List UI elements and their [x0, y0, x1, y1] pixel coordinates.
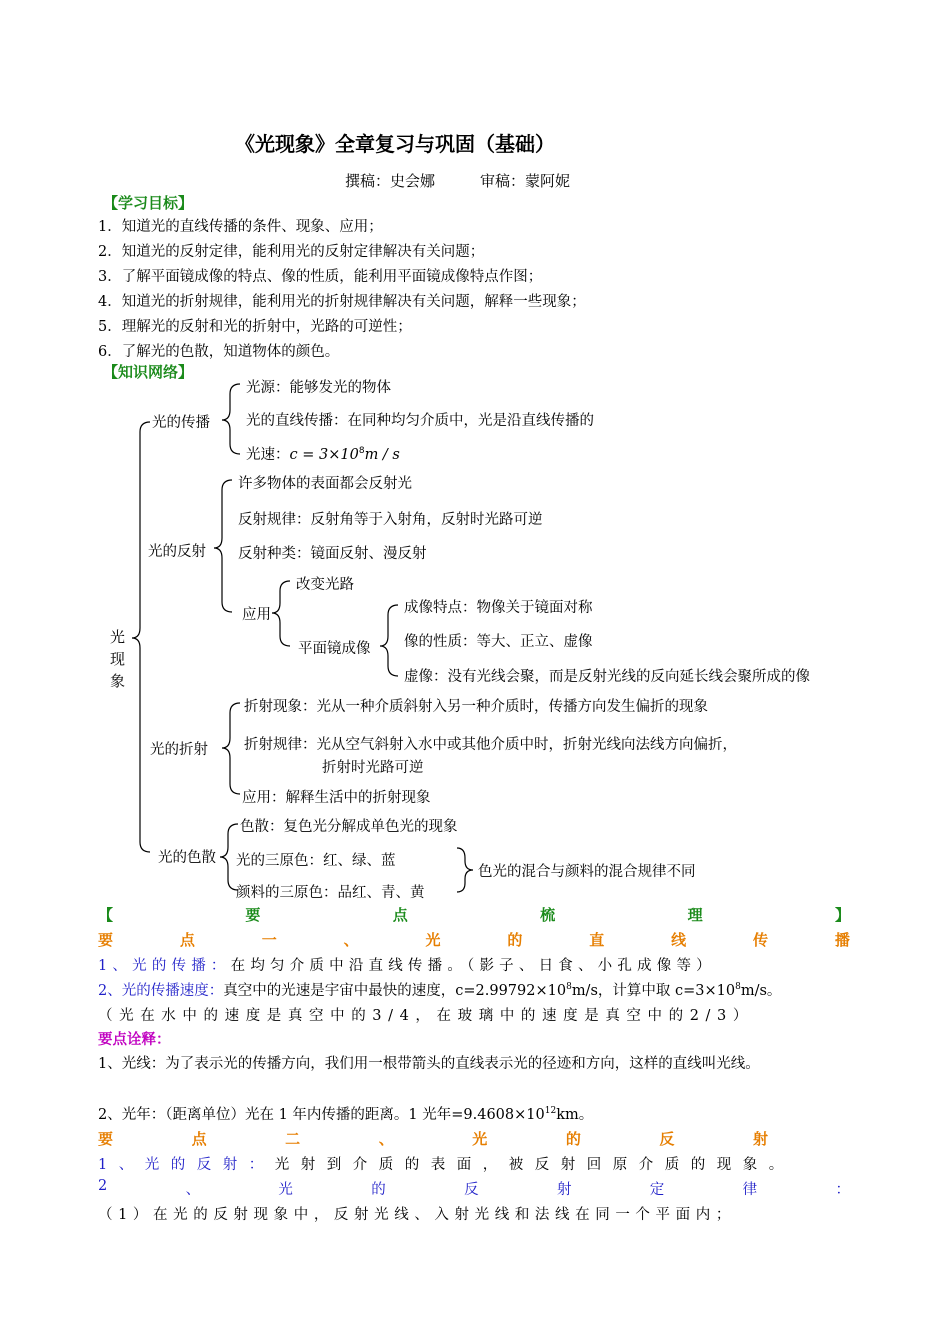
points-heading: 【 要 点 梳 理 】 [98, 906, 850, 924]
goal-item: 5．理解光的反射和光的折射中，光路的可逆性； [98, 319, 412, 335]
point2-law-heading: 2 、 光 的 反 射 定 律 ： [98, 1178, 850, 1198]
tree-refraction-law: 折射规律：光从空气斜射入水中或其他介质中时，折射光线向法线方向偏折， [244, 737, 737, 753]
tree-straight-line: 光的直线传播：在同种均匀介质中，光是沿直线传播的 [246, 413, 594, 429]
explain-light-ray: 1、光线：为了表示光的传播方向，我们用一根带箭头的直线表示光的径迹和方向，这样的直线叫光线。 [98, 1056, 760, 1072]
tree-refraction-phenomenon: 折射现象：光从一种介质斜射入另一种介质时，传播方向发生偏折的现象 [244, 699, 708, 715]
tree-mixing-note: 色光的混合与颜料的混合规律不同 [478, 864, 696, 880]
goal-item: 2．知道光的反射定律，能利用光的反射定律解决有关问题； [98, 244, 485, 260]
goals-heading: 【学习目标】 [103, 194, 194, 212]
page-title: 《光现象》全章复习与巩固（基础） [235, 132, 555, 156]
tree-light-speed: 光速：$c = 3\times 10^8m / s$ [246, 446, 400, 463]
point2-line1: 1、光的反射：光射到介质的表面，被反射回原介质的现象。 [98, 1157, 795, 1173]
explain-heading: 要点诠释： [98, 1031, 171, 1048]
explain-light-year: 2、光年：（距离单位）光在 1 年内传播的距离。1 光年$=9.4608\times 10^{12}km$。 [98, 1106, 594, 1123]
tree-reflection: 光的反射 [148, 544, 206, 560]
goal-item: 3．了解平面镜成像的特点、像的性质，能利用平面镜成像特点作图； [98, 269, 543, 285]
goal-item: 4．知道光的折射规律，能利用光的折射规律解决有关问题，解释一些现象； [98, 294, 586, 310]
tree-mirror-nature: 像的性质：等大、正立、虚像 [404, 634, 593, 650]
tree-reflection-apply: 应用 [242, 607, 271, 623]
point1-line2: 2、光的传播速度：真空中的光速是宇宙中最快的速度，$c=2.99792\times 10^8m/s$，计算中取 $c=3\times 10^8m/s$。 [98, 982, 782, 999]
tree-refraction-apply: 应用：解释生活中的折射现象 [242, 790, 431, 806]
point2-title: 要 点 二 、 光 的 反 射 [98, 1130, 768, 1148]
tree-reflection-kinds: 反射种类：镜面反射、漫反射 [238, 546, 427, 562]
tree-propagation: 光的传播 [152, 415, 210, 431]
tree-refraction: 光的折射 [150, 742, 208, 758]
point1-title: 要 点 一 、 光 的 直 线 传 播 [98, 931, 850, 949]
tree-virtual-image: 虚像：没有光线会聚，而是反射光线的反向延长线会聚所成的像 [404, 669, 810, 685]
tree-pigment-primaries: 颜料的三原色：品红、青、黄 [236, 885, 425, 901]
point1-line1: 1、光的传播：在均匀介质中沿直线传播。（影子、日食、小孔成像等） [98, 958, 716, 974]
tree-reflection-law: 反射规律：反射角等于入射角，反射时光路可逆 [238, 512, 543, 528]
tree-refraction-law-2: 折射时光路可逆 [322, 760, 424, 776]
tree-dispersion: 光的色散 [158, 850, 216, 866]
tree-reflection-surfaces: 许多物体的表面都会反射光 [238, 476, 412, 492]
tree-light-source: 光源：能够发光的物体 [246, 380, 391, 396]
tree-change-path: 改变光路 [296, 577, 354, 593]
tree-root: 光现象 [110, 628, 126, 690]
tree-light-primaries: 光的三原色：红、绿、蓝 [236, 853, 396, 869]
byline: 撰稿：史会娜 审稿：蒙阿妮 [345, 172, 571, 190]
tree-mirror-feature: 成像特点：物像关于镜面对称 [404, 600, 593, 616]
point1-line3: （光在水中的速度是真空中的3/4，在玻璃中的速度是真空中的2/3） [98, 1008, 754, 1024]
network-heading: 【知识网络】 [103, 363, 194, 381]
tree-plane-mirror: 平面镜成像 [298, 641, 371, 657]
point2-law-1: （1）在光的反射现象中，反射光线、入射光线和法线在同一个平面内； [98, 1207, 736, 1223]
tree-dispersion-def: 色散：复色光分解成单色光的现象 [240, 819, 458, 835]
goal-item: 1．知道光的直线传播的条件、现象、应用； [98, 219, 383, 235]
goal-item: 6．了解光的色散，知道物体的颜色。 [98, 344, 340, 360]
